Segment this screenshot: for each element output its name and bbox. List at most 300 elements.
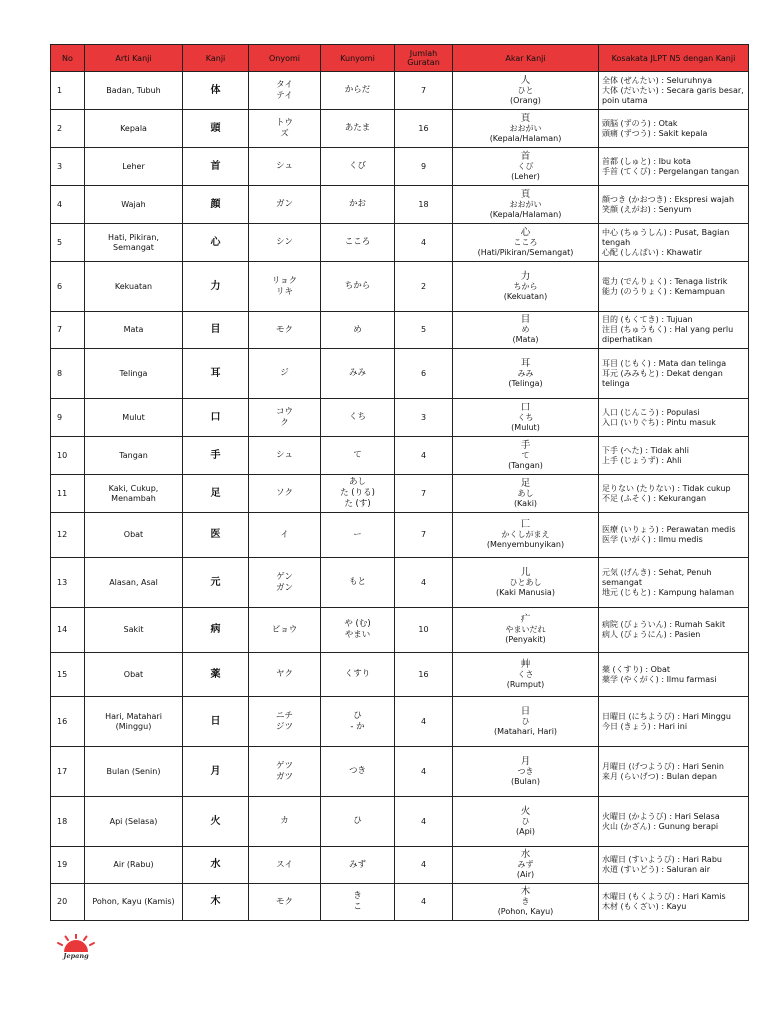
cell-akar <box>453 475 599 513</box>
kunyomi-reading: て <box>353 450 362 460</box>
akar-reading: かくしがまえ <box>501 530 550 539</box>
header-onyomi: Onyomi <box>249 45 321 72</box>
cell-kosakata <box>599 72 749 110</box>
cell-kanji: 足 <box>183 475 249 513</box>
cell-no: 8 <box>51 349 85 399</box>
header-kunyomi: Kunyomi <box>321 45 395 72</box>
akar-radical: 艸 <box>520 658 531 670</box>
cell-akar <box>453 262 599 312</box>
header-kanji: Kanji <box>183 45 249 72</box>
kunyomi-reading: ひ <box>353 816 362 826</box>
cell-onyomi <box>249 697 321 747</box>
cell-akar <box>453 558 599 608</box>
cell-jumlah: 4 <box>395 224 453 262</box>
cell-arti: Kaki, Cukup, Menambah <box>85 475 183 513</box>
table-row <box>51 312 749 349</box>
kunyomi-reading: ー <box>353 529 362 540</box>
cell-no: 5 <box>51 224 85 262</box>
kanji-table-sheet <box>50 44 748 921</box>
kunyomi-reading: からだ <box>344 85 371 95</box>
akar-reading: くび <box>517 161 534 171</box>
akar-reading: つき <box>517 766 534 776</box>
kunyomi-reading: あたま <box>344 123 371 133</box>
onyomi-reading: モク <box>275 896 293 907</box>
cell-kanji: 顔 <box>183 186 249 224</box>
cell-onyomi <box>249 558 321 608</box>
cell-kunyomi <box>321 312 395 349</box>
kunyomi-reading: - か <box>350 721 365 732</box>
vocab-entry: 耳元 (みみもと) : Dekat dengan telinga <box>602 368 723 388</box>
onyomi-reading: ジツ <box>275 721 293 732</box>
onyomi-reading: ゲン <box>276 571 293 582</box>
vocab-entry: 頭痛 (ずつう) : Sakit kepala <box>602 128 708 138</box>
vocab-entry: 木曜日 (もくようび) : Hari Kamis <box>602 892 726 901</box>
vocab-entry: 地元 (じもと) : Kampung halaman <box>602 587 735 597</box>
akar-radical: 匸 <box>520 519 531 530</box>
kunyomi-reading: つき <box>348 766 366 776</box>
cell-kanji: 火 <box>183 797 249 847</box>
cell-akar <box>453 653 599 697</box>
akar-reading: ひ <box>521 716 530 726</box>
cell-kunyomi <box>321 349 395 399</box>
cell-arti: Api (Selasa) <box>85 797 183 847</box>
table-row <box>51 697 749 747</box>
akar-reading: みみ <box>517 368 534 378</box>
header-jumlah: Jumlah Guratan <box>395 45 453 72</box>
kunyomi-reading: ちから <box>344 281 371 291</box>
vocab-entry: 全体 (ぜんたい) : Seluruhnya <box>602 75 712 85</box>
akar-radical: 耳 <box>520 357 531 369</box>
cell-akar <box>453 312 599 349</box>
akar-radical: 疒 <box>520 614 531 625</box>
cell-no: 11 <box>51 475 85 513</box>
akar-reading: みず <box>517 860 534 869</box>
cell-kosakata <box>599 186 749 224</box>
cell-kanji: 力 <box>183 262 249 312</box>
akar-reading: き <box>521 897 530 906</box>
cell-kanji: 日 <box>183 697 249 747</box>
akar-reading: ひ <box>521 816 530 826</box>
vocab-entry: 下手 (へた) : Tidak ahli <box>602 445 690 455</box>
cell-kosakata <box>599 884 749 921</box>
cell-kunyomi <box>321 608 395 653</box>
vocab-entry: 電力 (でんりょく) : Tenaga listrik <box>602 276 728 286</box>
table-body <box>51 72 749 921</box>
cell-kanji: 元 <box>183 558 249 608</box>
cell-kosakata <box>599 475 749 513</box>
kunyomi-reading: くすり <box>344 669 371 679</box>
cell-no: 16 <box>51 697 85 747</box>
cell-arti: Wajah <box>85 186 183 224</box>
cell-akar <box>453 148 599 186</box>
cell-kosakata <box>599 110 749 148</box>
akar-reading: くち <box>517 412 534 422</box>
kunyomi-reading: ひ <box>353 710 362 721</box>
cell-kunyomi <box>321 399 395 437</box>
vocab-entry: 今日 (きょう) : Hari ini <box>602 721 688 731</box>
cell-arti: Obat <box>85 653 183 697</box>
cell-akar <box>453 747 599 797</box>
onyomi-reading: スイ <box>276 859 293 870</box>
cell-akar <box>453 513 599 558</box>
akar-meaning: (Air) <box>516 870 535 879</box>
cell-kosakata <box>599 262 749 312</box>
akar-reading: おおがい <box>509 199 542 209</box>
cell-jumlah: 4 <box>395 847 453 884</box>
cell-kunyomi <box>321 558 395 608</box>
akar-meaning: (Mulut) <box>511 422 540 432</box>
cell-kunyomi <box>321 148 395 186</box>
kunyomi-reading: や (む) <box>344 619 371 629</box>
vocab-entry: 大体 (だいたい) : Secara garis besar, poin utama <box>602 85 744 105</box>
cell-arti: Alasan, Asal <box>85 558 183 608</box>
kunyomi-reading: た (す) <box>344 499 371 509</box>
cell-jumlah: 2 <box>395 262 453 312</box>
onyomi-reading: ジ <box>280 368 289 378</box>
cell-kanji: 目 <box>183 312 249 349</box>
table-row <box>51 653 749 697</box>
onyomi-reading: コウ <box>275 406 293 417</box>
cell-arti: Mata <box>85 312 183 349</box>
cell-kosakata <box>599 747 749 797</box>
cell-jumlah: 4 <box>395 558 453 608</box>
cell-akar <box>453 224 599 262</box>
cell-no: 19 <box>51 847 85 884</box>
vocab-entry: 目的 (もくてき) : Tujuan <box>602 315 693 324</box>
table-row <box>51 797 749 847</box>
cell-akar <box>453 847 599 884</box>
akar-meaning: (Matahari, Hari) <box>493 726 558 736</box>
cell-onyomi <box>249 349 321 399</box>
vocab-entry: 薬学 (やくがく) : Ilmu farmasi <box>602 674 717 684</box>
vocab-entry: 手首 (てくび) : Pergelangan tangan <box>602 166 740 176</box>
cell-kanji: 薬 <box>183 653 249 697</box>
cell-jumlah: 3 <box>395 399 453 437</box>
brand-logo <box>54 934 98 964</box>
cell-kunyomi <box>321 437 395 475</box>
kunyomi-reading: くび <box>348 161 366 171</box>
cell-kosakata <box>599 847 749 884</box>
cell-kunyomi <box>321 262 395 312</box>
akar-meaning: (Hati/Pikiran/Semangat) <box>477 247 574 257</box>
kunyomi-reading: みみ <box>348 368 366 378</box>
cell-kunyomi <box>321 186 395 224</box>
cell-jumlah: 4 <box>395 884 453 921</box>
cell-kosakata <box>599 148 749 186</box>
vocab-entry: 注目 (ちゅうもく) : Hal yang perlu diperhatikan <box>602 325 734 344</box>
onyomi-reading: カ <box>280 816 289 826</box>
akar-meaning: (Kepala/Halaman) <box>489 209 562 219</box>
table-row <box>51 349 749 399</box>
vocab-entry: 能力 (のうりょく) : Kemampuan <box>602 286 725 296</box>
cell-kosakata <box>599 797 749 847</box>
cell-kunyomi <box>321 224 395 262</box>
akar-meaning: (Pohon, Kayu) <box>497 907 554 916</box>
onyomi-reading: ガン <box>275 582 293 593</box>
cell-kanji: 口 <box>183 399 249 437</box>
cell-akar <box>453 110 599 148</box>
onyomi-reading: モク <box>275 324 293 335</box>
header-akar: Akar Kanji <box>453 45 599 72</box>
cell-kosakata <box>599 399 749 437</box>
akar-radical: 水 <box>520 849 531 860</box>
akar-radical: 人 <box>520 74 531 86</box>
akar-radical: 木 <box>520 886 531 897</box>
cell-kanji: 月 <box>183 747 249 797</box>
cell-onyomi <box>249 884 321 921</box>
cell-kanji: 医 <box>183 513 249 558</box>
cell-jumlah: 10 <box>395 608 453 653</box>
cell-kosakata <box>599 697 749 747</box>
akar-meaning: (Rumput) <box>506 679 545 689</box>
kunyomi-reading: みず <box>348 859 366 870</box>
cell-kosakata <box>599 558 749 608</box>
table-row <box>51 847 749 884</box>
akar-radical: 力 <box>520 270 531 282</box>
table-row <box>51 186 749 224</box>
cell-arti: Hari, Matahari (Minggu) <box>85 697 183 747</box>
cell-onyomi <box>249 72 321 110</box>
vocab-entry: 医療 (いりょう) : Perawatan medis <box>602 525 736 534</box>
cell-kanji: 心 <box>183 224 249 262</box>
cell-onyomi <box>249 224 321 262</box>
onyomi-reading: シュ <box>276 161 293 171</box>
logo-text: Jepang <box>63 952 89 960</box>
cell-no: 10 <box>51 437 85 475</box>
cell-onyomi <box>249 797 321 847</box>
cell-onyomi <box>249 148 321 186</box>
akar-radical: 目 <box>520 314 531 325</box>
onyomi-reading: ニチ <box>275 710 293 721</box>
cell-kosakata <box>599 349 749 399</box>
cell-kosakata <box>599 437 749 475</box>
kunyomi-reading: あし <box>348 477 366 487</box>
cell-jumlah: 7 <box>395 72 453 110</box>
vocab-entry: 足りない (たりない) : Tidak cukup <box>602 483 731 493</box>
kunyomi-reading: こ <box>353 902 362 912</box>
cell-arti: Sakit <box>85 608 183 653</box>
cell-onyomi <box>249 747 321 797</box>
kunyomi-reading: こころ <box>344 237 371 247</box>
kunyomi-reading: かお <box>348 199 366 209</box>
table-row <box>51 475 749 513</box>
onyomi-reading: リョク <box>271 275 298 286</box>
akar-meaning: (Telinga) <box>508 378 543 388</box>
cell-arti: Mulut <box>85 399 183 437</box>
cell-jumlah: 4 <box>395 797 453 847</box>
onyomi-reading: イ <box>280 529 289 540</box>
onyomi-reading: ク <box>280 417 289 428</box>
table-row <box>51 747 749 797</box>
cell-kunyomi <box>321 72 395 110</box>
cell-jumlah: 16 <box>395 110 453 148</box>
cell-onyomi <box>249 847 321 884</box>
table-row <box>51 72 749 110</box>
cell-kunyomi <box>321 110 395 148</box>
cell-arti: Obat <box>85 513 183 558</box>
onyomi-reading: トウ <box>275 117 293 128</box>
akar-reading: おおがい <box>509 123 542 133</box>
table-row <box>51 399 749 437</box>
vocab-entry: 火山 (かざん) : Gunung berapi <box>602 821 719 831</box>
cell-kunyomi <box>321 797 395 847</box>
table-row <box>51 224 749 262</box>
onyomi-reading: ゲツ <box>276 760 293 771</box>
cell-kanji: 手 <box>183 437 249 475</box>
cell-jumlah: 5 <box>395 312 453 349</box>
cell-kanji: 首 <box>183 148 249 186</box>
onyomi-reading: テイ <box>276 90 293 101</box>
vocab-entry: 薬 (くすり) : Obat <box>602 664 670 674</box>
akar-radical: 月 <box>520 755 531 767</box>
onyomi-reading: シン <box>276 237 293 247</box>
akar-meaning: (Leher) <box>511 171 540 181</box>
header-kosakata: Kosakata JLPT N5 dengan Kanji <box>599 45 749 72</box>
cell-arti: Badan, Tubuh <box>85 72 183 110</box>
cell-jumlah: 16 <box>395 653 453 697</box>
table-row <box>51 110 749 148</box>
cell-no: 9 <box>51 399 85 437</box>
vocab-entry: 火曜日 (かようび) : Hari Selasa <box>602 811 720 821</box>
cell-kunyomi <box>321 847 395 884</box>
cell-arti: Bulan (Senin) <box>85 747 183 797</box>
akar-reading: ひと <box>517 85 534 95</box>
cell-jumlah: 4 <box>395 697 453 747</box>
cell-onyomi <box>249 312 321 349</box>
cell-onyomi <box>249 608 321 653</box>
vocab-entry: 来月 (らいげつ) : Bulan depan <box>602 771 717 781</box>
vocab-entry: 水道 (すいどう) : Saluran air <box>602 865 711 874</box>
akar-meaning: (Kekuatan) <box>503 291 548 301</box>
cell-akar <box>453 349 599 399</box>
cell-akar <box>453 884 599 921</box>
onyomi-reading: シュ <box>276 450 293 460</box>
akar-radical: 儿 <box>520 566 531 578</box>
cell-arti: Leher <box>85 148 183 186</box>
cell-no: 3 <box>51 148 85 186</box>
cell-arti: Kekuatan <box>85 262 183 312</box>
cell-arti: Pohon, Kayu (Kamis) <box>85 884 183 921</box>
vocab-entry: 病人 (びょうにん) : Pasien <box>602 630 701 639</box>
cell-no: 6 <box>51 262 85 312</box>
akar-meaning: (Menyembunyikan) <box>486 540 565 549</box>
cell-akar <box>453 608 599 653</box>
kunyomi-reading: くち <box>348 412 366 422</box>
onyomi-reading: ズ <box>280 128 289 139</box>
cell-jumlah: 4 <box>395 747 453 797</box>
akar-meaning: (Api) <box>515 826 535 836</box>
cell-jumlah: 9 <box>395 148 453 186</box>
akar-reading: あし <box>517 488 534 498</box>
cell-no: 20 <box>51 884 85 921</box>
cell-akar <box>453 72 599 110</box>
cell-jumlah: 6 <box>395 349 453 399</box>
cell-onyomi <box>249 513 321 558</box>
cell-no: 2 <box>51 110 85 148</box>
header-no: No <box>51 45 85 72</box>
table-row <box>51 558 749 608</box>
cell-no: 12 <box>51 513 85 558</box>
onyomi-reading: ガツ <box>275 771 293 782</box>
akar-reading: こころ <box>513 237 538 247</box>
cell-kanji: 耳 <box>183 349 249 399</box>
cell-arti: Kepala <box>85 110 183 148</box>
vocab-entry: 入口 (いりぐち) : Pintu masuk <box>602 417 716 427</box>
akar-reading: め <box>521 325 530 334</box>
akar-radical: 口 <box>520 401 531 413</box>
table-row <box>51 608 749 653</box>
vocab-entry: 不足 (ふそく) : Kekurangan <box>602 493 707 503</box>
cell-no: 15 <box>51 653 85 697</box>
akar-radical: 足 <box>520 477 531 489</box>
vocab-entry: 病院 (びょういん) : Rumah Sakit <box>602 620 726 629</box>
kunyomi-reading: た (りる) <box>340 488 375 498</box>
cell-kosakata <box>599 608 749 653</box>
vocab-entry: 月曜日 (げつようび) : Hari Senin <box>602 761 724 771</box>
table-header-row <box>51 45 749 72</box>
akar-reading: ひとあし <box>509 577 542 587</box>
cell-kosakata <box>599 513 749 558</box>
kunyomi-reading: もと <box>348 577 366 587</box>
vocab-entry: 元気 (げんき) : Sehat, Penuh semangat <box>602 567 712 587</box>
header-arti: Arti Kanji <box>85 45 183 72</box>
cell-onyomi <box>249 475 321 513</box>
akar-reading: くさ <box>517 669 534 679</box>
cell-akar <box>453 797 599 847</box>
cell-kanji: 頭 <box>183 110 249 148</box>
akar-reading: ちから <box>513 281 538 291</box>
onyomi-reading: ヤク <box>275 669 293 679</box>
cell-akar <box>453 437 599 475</box>
vocab-entry: 医学 (いがく) : Ilmu medis <box>602 535 703 544</box>
akar-radical: 火 <box>520 805 531 817</box>
kanji-table <box>50 44 749 921</box>
cell-onyomi <box>249 186 321 224</box>
onyomi-reading: リキ <box>275 286 293 297</box>
vocab-entry: 中心 (ちゅうしん) : Pusat, Bagian tengah <box>602 227 730 247</box>
cell-onyomi <box>249 437 321 475</box>
cell-akar <box>453 186 599 224</box>
cell-no: 14 <box>51 608 85 653</box>
vocab-entry: 首都 (しゅと) : Ibu kota <box>602 156 691 166</box>
table-row <box>51 437 749 475</box>
cell-kanji: 木 <box>183 884 249 921</box>
onyomi-reading: ソク <box>276 488 293 498</box>
akar-meaning: (Mata) <box>512 335 539 344</box>
cell-jumlah: 7 <box>395 513 453 558</box>
cell-kunyomi <box>321 653 395 697</box>
cell-kunyomi <box>321 475 395 513</box>
cell-jumlah: 4 <box>395 437 453 475</box>
akar-radical: 手 <box>520 439 531 451</box>
table-row <box>51 148 749 186</box>
vocab-entry: 心配 (しんぱい) : Khawatir <box>602 247 702 257</box>
cell-arti: Hati, Pikiran, Semangat <box>85 224 183 262</box>
cell-arti: Tangan <box>85 437 183 475</box>
akar-radical: 日 <box>520 705 531 717</box>
vocab-entry: 頭脳 (ずのう) : Otak <box>602 118 678 128</box>
cell-akar <box>453 697 599 747</box>
vocab-entry: 笑顔 (えがお) : Senyum <box>602 204 692 214</box>
cell-kunyomi <box>321 697 395 747</box>
cell-arti: Air (Rabu) <box>85 847 183 884</box>
cell-onyomi <box>249 110 321 148</box>
akar-meaning: (Kaki) <box>513 498 538 508</box>
akar-radical: 心 <box>520 226 531 238</box>
cell-kosakata <box>599 312 749 349</box>
cell-no: 7 <box>51 312 85 349</box>
akar-reading: やまいだれ <box>505 625 546 634</box>
